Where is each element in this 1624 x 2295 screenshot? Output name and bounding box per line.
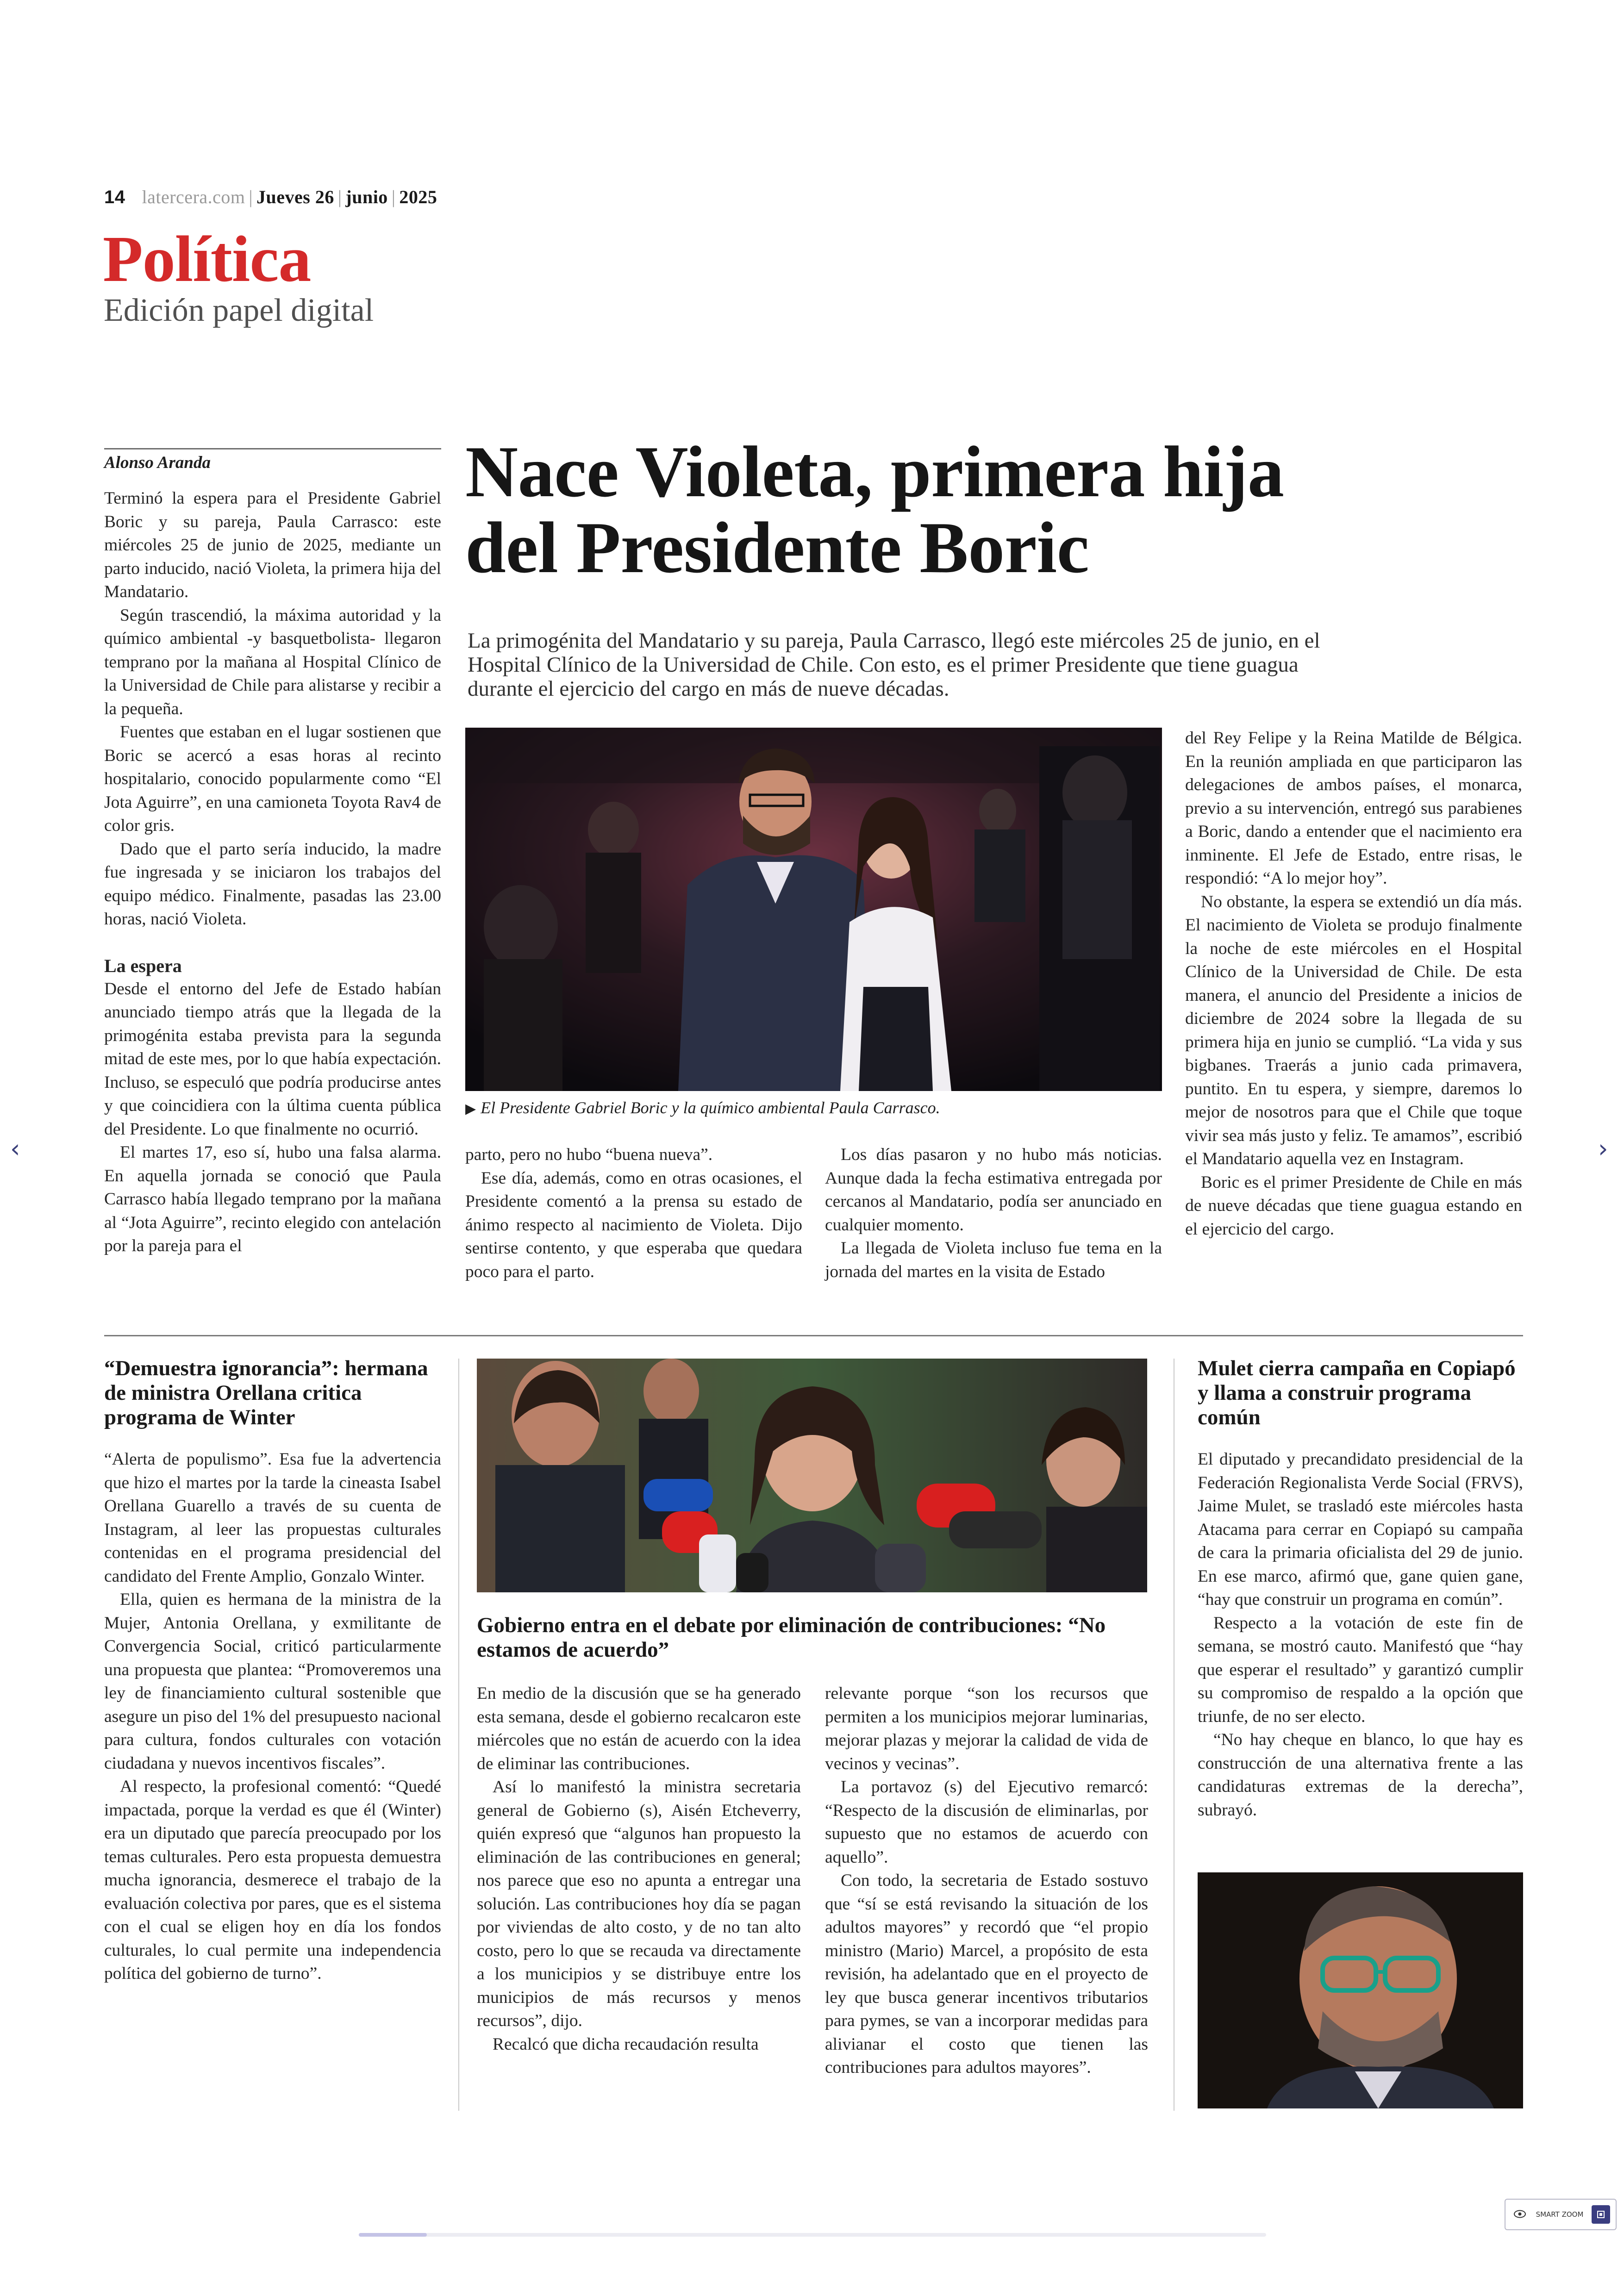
header-separator: | xyxy=(337,187,342,207)
paragraph: Terminó la espera para el Presidente Gabriel Boric y su pareja, Paula Carrasco: este miércoles 25 de junio de 2025, mediante un parto inducido, nació Violeta, la primera hija del Mandatario. xyxy=(104,489,441,601)
middle-article-column-2 xyxy=(825,1682,1148,2080)
paragraph: El diputado y precandidato presidencial de la Federación Regionalista Verde Social (FRVS), Jaime Mulet, se trasladó este miércoles hasta Atacama para cerrar en Copiapó su campaña de cara la primaria oficialista del 29 de junio. En ese marco, afirmó que, gane quien gane, “hay que construir un programa en común”. xyxy=(1198,1450,1523,1609)
smart-zoom-control[interactable] xyxy=(1505,2199,1617,2230)
column-rule xyxy=(458,1359,459,2111)
reading-progress-fill xyxy=(359,2233,427,2237)
paragraph: “No hay cheque en blanco, lo que hay es construcción de una alternativa frente a las candidaturas extremas de la derecha”, subrayó. xyxy=(1198,1730,1523,1820)
header-day: Jueves 26 xyxy=(256,187,334,207)
paragraph: relevante porque “son los recursos que permiten a los municipios mejorar luminarias, mejorar plazas y mejorar la calidad de vida de vecinos y vecinas”. xyxy=(825,1684,1148,1773)
caption-marker-icon: ▶ xyxy=(465,1101,476,1116)
left-article-headline: “Demuestra ignorancia”: hermana de ministra Orellana critica programa de Winter xyxy=(104,1356,428,1429)
paragraph: Recalcó que dicha recaudación resulta xyxy=(493,2034,759,2054)
left-article-body xyxy=(104,1448,441,1986)
right-article-headline: Mulet cierra campaña en Copiapó y llama a construir programa común xyxy=(1198,1356,1516,1429)
page-header-line xyxy=(104,186,437,208)
paragraph: El martes 17, eso sí, hubo una falsa alarma. En aquella jornada se conoció que Paula Carrasco había llegado temprano por la mañana al “Jota Aguirre”, recinto elegido con antelación por la pareja para el xyxy=(104,1143,441,1255)
portrait-illustration xyxy=(1198,1872,1523,2108)
paragraph: Con todo, la secretaria de Estado sostuvo que “sí se está revisando la situación de los adultos mayores” y recordó que “el propio ministro (Mario) Marcel, a propósito de esta revisión, ha adelantado que en el proyecto de ley que busca generar incentivos tributarios para pymes, se van a incorporar medidas para alivianar el costo que tienen las contribuciones para adultos mayores”. xyxy=(825,1871,1148,2077)
author-byline: Alonso Aranda xyxy=(104,453,211,472)
main-article-column-4 xyxy=(1185,727,1522,1241)
main-headline: Nace Violeta, primera hija del Presidente Boric xyxy=(465,431,1284,588)
previous-page-icon[interactable]: ‹ xyxy=(10,1134,20,1163)
section-divider xyxy=(104,1335,1523,1336)
main-deck: La primogénita del Mandatario y su pareja, Paula Carrasco, llegó este miércoles 25 de junio, en el Hospital Clínico de la Universidad de Chile. Con esto, es el primer Presidente que tiene guagua durante el ejercicio del cargo en más de nueve décadas. xyxy=(468,629,1320,701)
paragraph: Ella, quien es hermana de la ministra de la Mujer, Antonia Orellana, y exmilitante de Convergencia Social, criticó particularmente una propuesta que plantea: “Promoveremos una ley de financiamiento cultural sostenible que asegure un piso del 1% del presupuesto nacional para cultura, fondos culturales con votación ciudadana y nuevos incentivos fiscales”. xyxy=(104,1590,441,1773)
reading-progress-bar[interactable] xyxy=(359,2233,1266,2237)
paragraph: parto, pero no hubo “buena nueva”. xyxy=(465,1145,713,1164)
section-subtitle: Edición papel digital xyxy=(104,293,374,328)
middle-photo-illustration xyxy=(477,1359,1147,1592)
paragraph: Los días pasaron y no hubo más noticias. Aunque dada la fecha estimativa entregada por cercanos al Mandatario, podía ser anunciado en cualquier momento. xyxy=(825,1145,1162,1235)
paragraph: Fuentes que estaban en el lugar sostienen que Boric se acercó a esas horas al recinto hospitalario, conocido popularmente como “El Jota Aguirre”, en una camioneta Toyota Rav4 de color gris. xyxy=(104,723,441,835)
header-separator: | xyxy=(391,187,396,207)
next-page-icon[interactable]: › xyxy=(1598,1134,1608,1163)
header-year: 2025 xyxy=(399,187,437,207)
paragraph: Al respecto, la profesional comentó: “Quedé impactada, porque la verdad es que él (Winter) era un diputado que parecía preocupado por los temas culturales. Pero esta propuesta demuestra mucha ignorancia, desmerece el trabajo de la evaluación colectiva por pares, que es el sistema con el cual se eligen hoy en día los fondos culturales, lo cual permite una independencia política del gobierno de turno”. xyxy=(104,1777,441,1983)
section-title: Política xyxy=(103,222,311,295)
paragraph: Boric es el primer Presidente de Chile en más de nueve décadas que tiene guagua estando en el ejercicio del cargo. xyxy=(1185,1172,1522,1239)
main-article-column-1 xyxy=(104,487,441,1258)
smart-zoom-toggle-button[interactable] xyxy=(1592,2205,1610,2224)
paragraph: No obstante, la espera se extendió un día más. El nacimiento de Violeta se produjo finalmente la noche de este miércoles en el Hospital Clínico de la Universidad de Chile. De esta manera, el anuncio del Presidente a inicios de diciembre de 2024 sobre la llegada de su primera hija en junio se cumplió. “La vida y sus bigbanes. Traerás a junio cada primavera, puntito. En tu espera, y siempre, daremos lo mejor de nosotros para que el Chile que toque vivir sea más justo y feliz. Te amamos”, escribió el Mandatario aquella vez en Instagram. xyxy=(1185,892,1522,1168)
paragraph: Así lo manifestó la ministra secretaria general de Gobierno (s), Aisén Etcheverry, quién expresó que “algunos han propuesto la eliminación de las contribuciones en general; nos parece que eso no apunta a entregar una solución. Las contribuciones hoy día se pagan por viviendas de alto costo, y de no tan alto costo, pero lo que se recauda va directamente a los municipios y se distribuye entre los municipios de más recursos y menos recursos”, dijo. xyxy=(477,1777,801,2030)
paragraph: Dado que el parto sería inducido, la madre fue ingresada y se iniciaron los trabajos del equipo médico. Finalmente, pasadas las 23.00 horas, nació Violeta. xyxy=(104,839,441,929)
header-separator: | xyxy=(249,187,253,207)
main-article-column-3 xyxy=(825,1143,1162,1284)
eye-icon xyxy=(1505,2208,1534,2221)
main-photo xyxy=(465,728,1162,1091)
right-photo-portrait xyxy=(1198,1872,1523,2108)
page-number: 14 xyxy=(104,187,125,207)
middle-photo xyxy=(477,1359,1147,1592)
header-month: junio xyxy=(345,187,388,207)
paragraph: La portavoz (s) del Ejecutivo remarcó: “Respecto de la discusión de eliminarlas, por supuesto que no estamos de acuerdo con aquello”. xyxy=(825,1777,1148,1867)
main-photo-illustration xyxy=(465,728,1162,1091)
author-rule xyxy=(104,448,441,449)
paragraph: “Alerta de populismo”. Esa fue la advertencia que hizo el martes por la tarde la cineasta Isabel Orellana Guarello a través de su cuenta de Instagram, al leer las propuestas culturales contenidas en el programa presidencial del candidato del Frente Amplio, Gonzalo Winter. xyxy=(104,1450,441,1586)
article-subhead: La espera xyxy=(104,955,182,976)
main-photo-caption xyxy=(465,1097,940,1120)
paragraph: Desde el entorno del Jefe de Estado habían anunciado tiempo atrás que la llegada de la primogénita estaba prevista para la segunda mitad de este mes, por lo que había expectación. Incluso, se especuló que podría producirse antes y que coincidiera con la última cuenta pública del Presidente. Lo que finalmente no ocurrió. xyxy=(104,979,441,1139)
middle-article-headline: Gobierno entra en el debate por eliminación de contribuciones: “No estamos de acuerdo” xyxy=(477,1613,1106,1662)
paragraph: Ese día, además, como en otras ocasiones, el Presidente comentó a la prensa su estado de ánimo respecto al nacimiento de Violeta. Dijo sentirse contento, y que esperaba que quedara poco para el parto. xyxy=(465,1168,802,1281)
site-name[interactable]: latercera.com xyxy=(142,187,245,207)
paragraph: La llegada de Violeta incluso fue tema en la jornada del martes en la visita de Estado xyxy=(825,1239,1162,1281)
right-article-body xyxy=(1198,1448,1523,1822)
paragraph: Respecto a la votación de este fin de semana, se mostró cauto. Manifestó que “hay que esperar el resultado” y garantizó cumplir su compromiso de respaldo a la opción que triunfe, de no ser electo. xyxy=(1198,1613,1523,1726)
smart-zoom-label: SMART ZOOM xyxy=(1536,2210,1584,2219)
paragraph: Según trascendió, la máxima autoridad y la químico ambiental -y basquetbolista- llegaron temprano por la mañana al Hospital Clínico de la Universidad de Chile para alistarse y recibir a la pequeña. xyxy=(104,605,441,718)
paragraph: En medio de la discusión que se ha generado esta semana, desde el gobierno recalcaron este miércoles que no están de acuerdo con la idea de eliminar las contribuciones. xyxy=(477,1684,801,1773)
middle-article-column-1 xyxy=(477,1682,801,2056)
caption-text: El Presidente Gabriel Boric y la químico ambiental Paula Carrasco. xyxy=(481,1098,940,1117)
paragraph: del Rey Felipe y la Reina Matilde de Bélgica. En la reunión ampliada en que participaron las delegaciones de ambos países, el monarca, previo a su intervención, entregó sus parabienes a Boric, dando a entender que el nacimiento era inminente. El Jefe de Estado, entre risas, le respondió: “A lo mejor hoy”. xyxy=(1185,729,1522,888)
main-article-column-2 xyxy=(465,1143,802,1284)
